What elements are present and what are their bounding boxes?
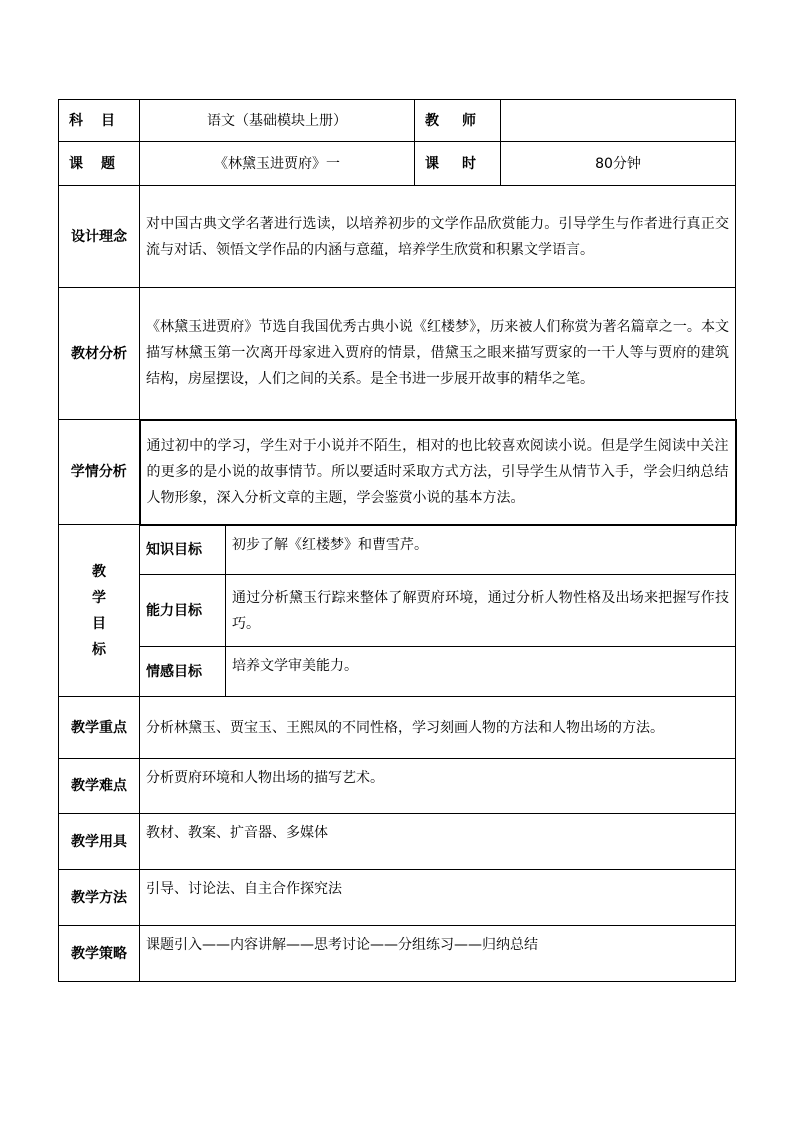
teacher-label-text: 教 (425, 112, 439, 129)
row-methods (59, 870, 736, 926)
hours-label (415, 142, 501, 186)
knowledge-value: 初步了解《红楼梦》和曹雪芹。 (226, 525, 736, 575)
material-value: 《林黛玉进贾府》节选自我国优秀古典小说《红楼梦》，历来被人们称赏为著名篇章之一。本文描写林黛玉第一次离开母家进入贾府的情景，借黛玉之眼来描写贾家的一干人等与贾府的建筑结构，房屋摆设，人们之间的关系。是全书进一步展开故事的精华之笔。 (140, 288, 736, 420)
topic-label-text: 课 (69, 155, 83, 172)
label-char: 目 (101, 112, 115, 129)
ability-label: 能力目标 (140, 575, 226, 647)
row-topic (59, 142, 736, 186)
objectives-char-2: 学 (92, 589, 106, 606)
row-subject (59, 100, 736, 142)
strategy-value: 课题引入——内容讲解——思考讨论——分组练习——归纳总结 (140, 926, 736, 982)
row-ability (59, 575, 736, 647)
subject-label-text: 科 (69, 112, 83, 129)
row-students (59, 420, 736, 525)
design-label: 设计理念 (59, 186, 140, 288)
row-focus (59, 697, 736, 759)
label-char: 时 (462, 155, 476, 172)
lesson-plan-table (58, 99, 737, 982)
objectives-char-4: 标 (92, 641, 106, 658)
objectives-char-3: 目 (92, 615, 106, 632)
row-emotion (59, 647, 736, 697)
students-value: 通过初中的学习，学生对于小说并不陌生，相对的也比较喜欢阅读小说。但是学生阅读中关注的更多的是小说的故事情节。所以要适时采取方式方法，引导学生从情节入手，学会归纳总结人物形象，深入分析文章的主题，学会鉴赏小说的基本方法。 (140, 420, 736, 525)
row-material (59, 288, 736, 420)
subject-value: 语文（基础模块上册） (140, 100, 415, 142)
emotion-label: 情感目标 (140, 647, 226, 697)
objectives-label (59, 525, 140, 697)
tools-value: 教材、教案、扩音器、多媒体 (140, 814, 736, 870)
students-label: 学情分析 (59, 420, 140, 525)
subject-label (59, 100, 140, 142)
methods-label: 教学方法 (59, 870, 140, 926)
material-label: 教材分析 (59, 288, 140, 420)
focus-label: 教学重点 (59, 697, 140, 759)
difficulty-value: 分析贾府环境和人物出场的描写艺术。 (140, 759, 736, 814)
label-char: 题 (101, 155, 115, 172)
teacher-value (501, 100, 736, 142)
topic-label (59, 142, 140, 186)
objectives-char-1: 教 (92, 563, 106, 580)
row-strategy (59, 926, 736, 982)
hours-label-text: 课 (425, 155, 439, 172)
design-value: 对中国古典文学名著进行选读，以培养初步的文学作品欣赏能力。引导学生与作者进行真正交流与对话、领悟文学作品的内涵与意蕴，培养学生欣赏和积累文学语言。 (140, 186, 736, 288)
row-knowledge (59, 525, 736, 575)
strategy-label: 教学策略 (59, 926, 140, 982)
topic-value: 《林黛玉进贾府》一 (140, 142, 415, 186)
row-design (59, 186, 736, 288)
difficulty-label: 教学难点 (59, 759, 140, 814)
ability-value: 通过分析黛玉行踪来整体了解贾府环境，通过分析人物性格及出场来把握写作技巧。 (226, 575, 736, 647)
hours-value: 80分钟 (501, 142, 736, 186)
teacher-label (415, 100, 501, 142)
methods-value: 引导、讨论法、自主合作探究法 (140, 870, 736, 926)
knowledge-label: 知识目标 (140, 525, 226, 575)
emotion-value: 培养文学审美能力。 (226, 647, 736, 697)
label-char: 师 (462, 112, 476, 129)
focus-value: 分析林黛玉、贾宝玉、王熙凤的不同性格，学习刻画人物的方法和人物出场的方法。 (140, 697, 736, 759)
tools-label: 教学用具 (59, 814, 140, 870)
row-difficulty (59, 759, 736, 814)
row-tools (59, 814, 736, 870)
